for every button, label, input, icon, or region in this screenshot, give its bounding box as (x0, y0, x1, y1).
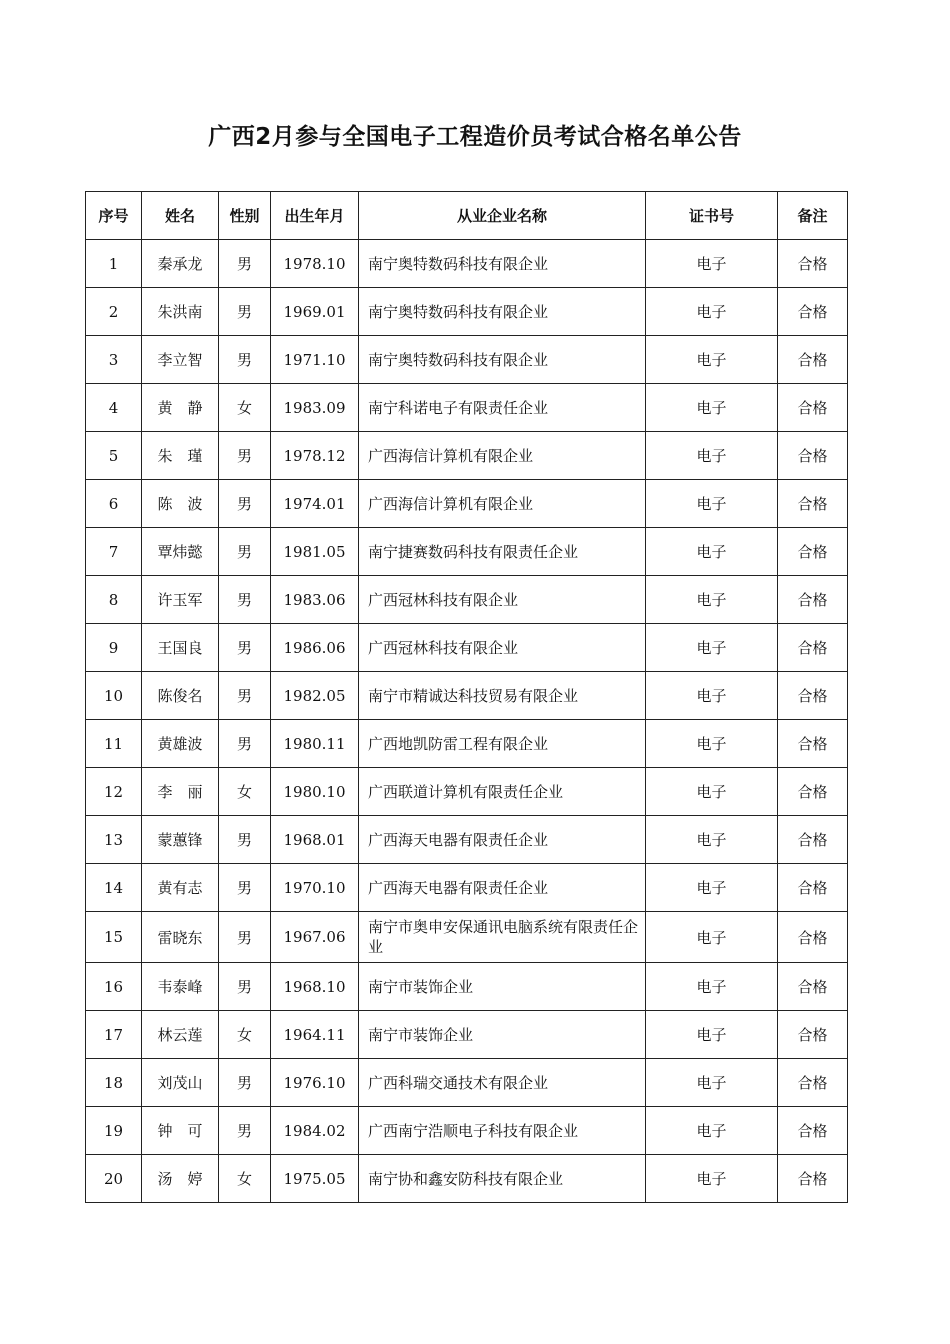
cell-serial-number: 5 (86, 432, 142, 480)
cell-serial-number: 14 (86, 864, 142, 912)
cell-name: 汤 婷 (142, 1155, 219, 1203)
cell-certificate: 电子 (646, 624, 778, 672)
cell-certificate: 电子 (646, 384, 778, 432)
cell-gender: 男 (219, 912, 271, 963)
cell-certificate: 电子 (646, 528, 778, 576)
cell-birth-date: 1983.09 (271, 384, 359, 432)
cell-birth-date: 1964.11 (271, 1011, 359, 1059)
table-row (86, 336, 848, 384)
table-row (86, 912, 848, 963)
cell-name: 雷晓东 (142, 912, 219, 963)
cell-gender: 男 (219, 480, 271, 528)
cell-serial-number: 10 (86, 672, 142, 720)
cell-birth-date: 1982.05 (271, 672, 359, 720)
cell-remark: 合格 (778, 963, 848, 1011)
cell-name: 李立智 (142, 336, 219, 384)
cell-company: 广西海天电器有限责任企业 (359, 816, 646, 864)
cell-serial-number: 11 (86, 720, 142, 768)
cell-company: 广西南宁浩顺电子科技有限企业 (359, 1107, 646, 1155)
cell-name: 许玉军 (142, 576, 219, 624)
cell-name: 秦承龙 (142, 240, 219, 288)
table-row (86, 963, 848, 1011)
cell-remark: 合格 (778, 432, 848, 480)
cell-company: 南宁奥特数码科技有限企业 (359, 240, 646, 288)
cell-serial-number: 13 (86, 816, 142, 864)
header-row (86, 192, 848, 240)
header-remark: 备注 (778, 192, 848, 240)
cell-birth-date: 1967.06 (271, 912, 359, 963)
cell-birth-date: 1976.10 (271, 1059, 359, 1107)
header-name: 姓名 (142, 192, 219, 240)
cell-gender: 男 (219, 240, 271, 288)
cell-remark: 合格 (778, 1011, 848, 1059)
cell-birth-date: 1978.12 (271, 432, 359, 480)
cell-gender: 男 (219, 288, 271, 336)
cell-gender: 女 (219, 1011, 271, 1059)
cell-company: 广西联道计算机有限责任企业 (359, 768, 646, 816)
header-gender: 性别 (219, 192, 271, 240)
cell-gender: 男 (219, 864, 271, 912)
cell-remark: 合格 (778, 384, 848, 432)
cell-company: 南宁市精诚达科技贸易有限企业 (359, 672, 646, 720)
cell-name: 蒙蕙锋 (142, 816, 219, 864)
cell-birth-date: 1986.06 (271, 624, 359, 672)
cell-gender: 男 (219, 432, 271, 480)
cell-certificate: 电子 (646, 240, 778, 288)
cell-name: 王国良 (142, 624, 219, 672)
cell-serial-number: 12 (86, 768, 142, 816)
cell-gender: 男 (219, 624, 271, 672)
cell-certificate: 电子 (646, 1059, 778, 1107)
cell-remark: 合格 (778, 624, 848, 672)
cell-certificate: 电子 (646, 480, 778, 528)
cell-remark: 合格 (778, 336, 848, 384)
cell-serial-number: 19 (86, 1107, 142, 1155)
cell-gender: 女 (219, 768, 271, 816)
cell-company: 南宁奥特数码科技有限企业 (359, 336, 646, 384)
table-row (86, 432, 848, 480)
cell-company: 南宁协和鑫安防科技有限企业 (359, 1155, 646, 1203)
table-row (86, 624, 848, 672)
table-row (86, 576, 848, 624)
table-row (86, 1107, 848, 1155)
cell-birth-date: 1974.01 (271, 480, 359, 528)
cell-name: 钟 可 (142, 1107, 219, 1155)
cell-remark: 合格 (778, 1107, 848, 1155)
cell-remark: 合格 (778, 576, 848, 624)
header-birth-date: 出生年月 (271, 192, 359, 240)
table-header (86, 192, 848, 240)
cell-remark: 合格 (778, 480, 848, 528)
cell-name: 黄雄波 (142, 720, 219, 768)
table-row (86, 1059, 848, 1107)
cell-serial-number: 16 (86, 963, 142, 1011)
cell-gender: 男 (219, 672, 271, 720)
cell-birth-date: 1980.10 (271, 768, 359, 816)
table-row (86, 288, 848, 336)
cell-name: 朱 瑾 (142, 432, 219, 480)
cell-serial-number: 9 (86, 624, 142, 672)
cell-remark: 合格 (778, 240, 848, 288)
cell-certificate: 电子 (646, 288, 778, 336)
cell-serial-number: 7 (86, 528, 142, 576)
cell-serial-number: 18 (86, 1059, 142, 1107)
cell-company: 广西海信计算机有限企业 (359, 432, 646, 480)
cell-remark: 合格 (778, 912, 848, 963)
header-serial-number: 序号 (86, 192, 142, 240)
cell-birth-date: 1981.05 (271, 528, 359, 576)
cell-name: 刘茂山 (142, 1059, 219, 1107)
table-body (86, 240, 848, 1203)
cell-certificate: 电子 (646, 864, 778, 912)
table-row (86, 528, 848, 576)
cell-remark: 合格 (778, 720, 848, 768)
table-row (86, 768, 848, 816)
cell-company: 广西冠林科技有限企业 (359, 576, 646, 624)
table-row (86, 816, 848, 864)
cell-name: 林云莲 (142, 1011, 219, 1059)
cell-gender: 男 (219, 963, 271, 1011)
cell-gender: 男 (219, 1107, 271, 1155)
cell-birth-date: 1980.11 (271, 720, 359, 768)
cell-birth-date: 1971.10 (271, 336, 359, 384)
cell-serial-number: 15 (86, 912, 142, 963)
cell-gender: 男 (219, 1059, 271, 1107)
cell-certificate: 电子 (646, 768, 778, 816)
table-row (86, 480, 848, 528)
cell-gender: 女 (219, 1155, 271, 1203)
cell-company: 广西科瑞交通技术有限企业 (359, 1059, 646, 1107)
cell-serial-number: 17 (86, 1011, 142, 1059)
table-row (86, 1011, 848, 1059)
header-certificate: 证书号 (646, 192, 778, 240)
cell-name: 韦泰峰 (142, 963, 219, 1011)
cell-certificate: 电子 (646, 576, 778, 624)
cell-company: 广西冠林科技有限企业 (359, 624, 646, 672)
cell-certificate: 电子 (646, 912, 778, 963)
cell-remark: 合格 (778, 768, 848, 816)
cell-birth-date: 1983.06 (271, 576, 359, 624)
cell-serial-number: 1 (86, 240, 142, 288)
cell-company: 南宁捷赛数码科技有限责任企业 (359, 528, 646, 576)
cell-name: 覃炜懿 (142, 528, 219, 576)
cell-gender: 男 (219, 720, 271, 768)
cell-company: 广西海信计算机有限企业 (359, 480, 646, 528)
cell-serial-number: 4 (86, 384, 142, 432)
cell-birth-date: 1970.10 (271, 864, 359, 912)
cell-name: 黄有志 (142, 864, 219, 912)
cell-company: 南宁科诺电子有限责任企业 (359, 384, 646, 432)
cell-gender: 女 (219, 384, 271, 432)
cell-remark: 合格 (778, 816, 848, 864)
cell-name: 李 丽 (142, 768, 219, 816)
cell-remark: 合格 (778, 864, 848, 912)
cell-serial-number: 6 (86, 480, 142, 528)
cell-birth-date: 1969.01 (271, 288, 359, 336)
cell-company: 南宁市奥申安保通讯电脑系统有限责任企业 (359, 912, 646, 963)
cell-certificate: 电子 (646, 1011, 778, 1059)
cell-birth-date: 1975.05 (271, 1155, 359, 1203)
cell-remark: 合格 (778, 288, 848, 336)
cell-name: 黄 静 (142, 384, 219, 432)
cell-company: 南宁市装饰企业 (359, 1011, 646, 1059)
cell-birth-date: 1984.02 (271, 1107, 359, 1155)
cell-serial-number: 20 (86, 1155, 142, 1203)
cell-gender: 男 (219, 528, 271, 576)
cell-company: 广西海天电器有限责任企业 (359, 864, 646, 912)
cell-remark: 合格 (778, 672, 848, 720)
cell-name: 陈 波 (142, 480, 219, 528)
cell-name: 朱洪南 (142, 288, 219, 336)
cell-serial-number: 3 (86, 336, 142, 384)
table-row (86, 1155, 848, 1203)
cell-serial-number: 2 (86, 288, 142, 336)
cell-company: 广西地凯防雷工程有限企业 (359, 720, 646, 768)
table-row (86, 720, 848, 768)
cell-certificate: 电子 (646, 720, 778, 768)
cell-remark: 合格 (778, 1059, 848, 1107)
header-company: 从业企业名称 (359, 192, 646, 240)
cell-company: 南宁市装饰企业 (359, 963, 646, 1011)
cell-certificate: 电子 (646, 432, 778, 480)
cell-gender: 男 (219, 336, 271, 384)
cell-gender: 男 (219, 816, 271, 864)
results-table (85, 191, 848, 1203)
table-row (86, 240, 848, 288)
cell-company: 南宁奥特数码科技有限企业 (359, 288, 646, 336)
table-row (86, 864, 848, 912)
cell-gender: 男 (219, 576, 271, 624)
cell-certificate: 电子 (646, 816, 778, 864)
cell-remark: 合格 (778, 1155, 848, 1203)
cell-certificate: 电子 (646, 963, 778, 1011)
cell-birth-date: 1968.10 (271, 963, 359, 1011)
page-title: 广西2月参与全国电子工程造价员考试合格名单公告 (208, 124, 742, 150)
cell-birth-date: 1968.01 (271, 816, 359, 864)
table-row (86, 672, 848, 720)
cell-certificate: 电子 (646, 336, 778, 384)
cell-certificate: 电子 (646, 1155, 778, 1203)
cell-name: 陈俊名 (142, 672, 219, 720)
cell-remark: 合格 (778, 528, 848, 576)
cell-certificate: 电子 (646, 672, 778, 720)
cell-certificate: 电子 (646, 1107, 778, 1155)
table-row (86, 384, 848, 432)
cell-serial-number: 8 (86, 576, 142, 624)
cell-birth-date: 1978.10 (271, 240, 359, 288)
